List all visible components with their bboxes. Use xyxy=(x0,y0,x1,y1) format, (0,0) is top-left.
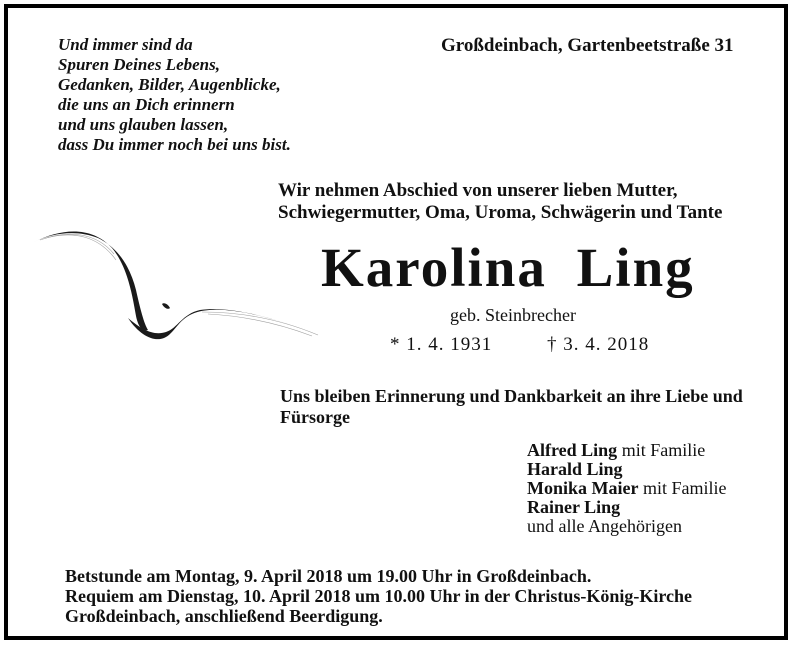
bird-brush-icon xyxy=(32,208,327,348)
address: Großdeinbach, Gartenbeetstraße 31 xyxy=(441,35,734,56)
birth-date: * 1. 4. 1931 xyxy=(390,334,493,355)
poem-line: Gedanken, Bilder, Augenblicke, xyxy=(58,75,281,94)
poem-line: und uns glauben lassen, xyxy=(58,115,229,134)
poem-line: Spuren Deines Lebens, xyxy=(58,55,220,74)
thanks-line: Fürsorge xyxy=(280,407,350,427)
obituary-frame xyxy=(4,4,788,640)
birth-name: geb. Steinbrecher xyxy=(450,305,576,325)
intro-text xyxy=(278,180,722,224)
poem xyxy=(58,35,291,155)
family-member-name: Harald Ling xyxy=(527,459,623,479)
deceased-name: Karolina Ling xyxy=(321,237,695,298)
family-closing: und alle Angehörigen xyxy=(527,516,682,536)
family-member-name: Alfred Ling xyxy=(527,440,618,460)
services-line: Requiem am Dienstag, 10. April 2018 um 10.00 Uhr in der Christus-König-Kirche xyxy=(65,586,693,606)
thanks-line: Uns bleiben Erinnerung und Dankbarkeit an ihre Liebe und xyxy=(280,386,743,406)
family-member-name: Monika Maier xyxy=(527,478,639,498)
death-date: † 3. 4. 2018 xyxy=(547,334,650,355)
family-member-name: Rainer Ling xyxy=(527,497,621,517)
services-line: Großdeinbach, anschließend Beerdigung. xyxy=(65,606,383,626)
intro-line: Schwiegermutter, Oma, Uroma, Schwägerin und Tante xyxy=(278,202,723,223)
intro-line: Wir nehmen Abschied von unserer lieben Mutter, xyxy=(278,180,678,201)
services-line: Betstunde am Montag, 9. April 2018 um 19.00 Uhr in Großdeinbach. xyxy=(65,566,592,586)
family-member xyxy=(527,498,726,517)
family-member xyxy=(527,441,726,460)
family-member-suffix: mit Familie xyxy=(617,440,706,460)
thanks-text xyxy=(280,386,770,428)
family-member xyxy=(527,460,726,479)
family-list xyxy=(527,441,726,536)
family-member-suffix: mit Familie xyxy=(638,478,727,498)
poem-line: die uns an Dich erinnern xyxy=(58,95,235,114)
family-member xyxy=(527,479,726,498)
poem-line: dass Du immer noch bei uns bist. xyxy=(58,135,291,154)
poem-line: Und immer sind da xyxy=(58,35,193,54)
services-text xyxy=(65,566,692,626)
